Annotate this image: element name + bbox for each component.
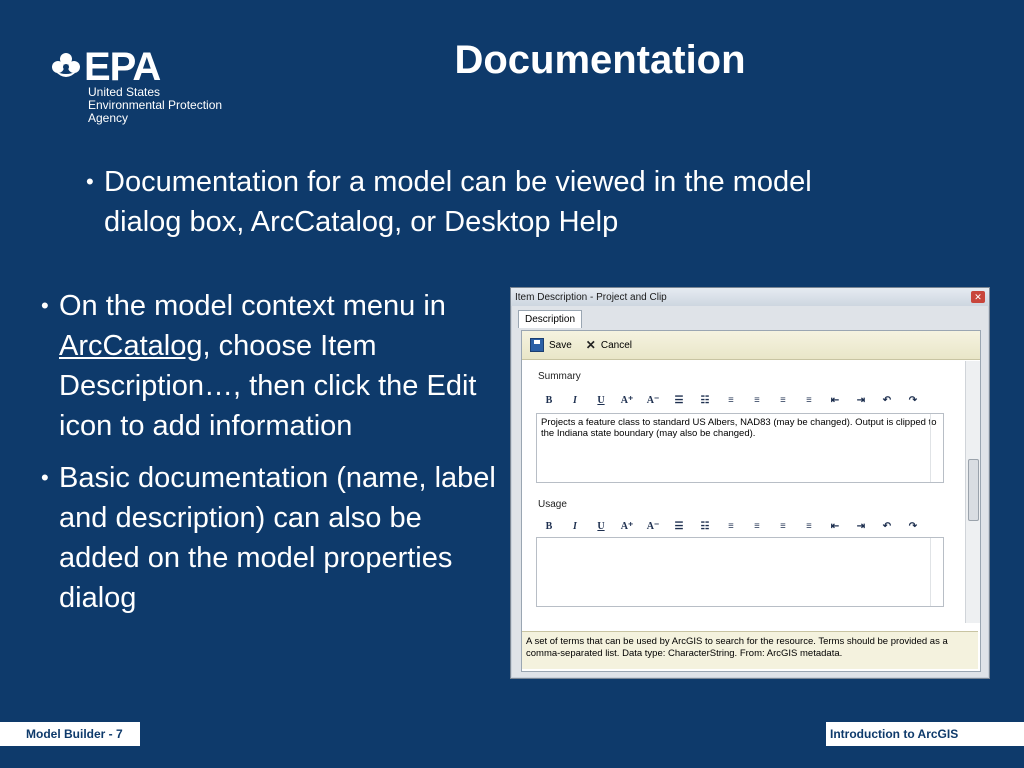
underline-button[interactable]: U (597, 394, 605, 406)
redo-button[interactable]: ↷ (908, 394, 918, 406)
bullet-dot: • (41, 293, 49, 318)
usage-format-toolbar (536, 515, 954, 537)
edit-toolbar (522, 331, 980, 360)
footer-course-title: Introduction to ArcGIS (826, 722, 1024, 746)
justify-button[interactable]: ≡ (806, 520, 812, 532)
indent-button[interactable]: ⇥ (856, 394, 866, 406)
dialog-titlebar (511, 288, 989, 306)
align-center-button[interactable]: ≡ (754, 394, 760, 406)
bullet-1: • Documentation for a model can be viewed in the model dialog box, ArcCatalog, or Desktop Help (104, 162, 884, 242)
font-shrink-button[interactable]: A⁻ (646, 394, 660, 406)
undo-button[interactable]: ↶ (882, 520, 892, 532)
summary-scrollbar[interactable] (930, 414, 943, 482)
epa-wordmark: EPA (84, 45, 161, 89)
epa-logo (50, 45, 223, 125)
bullet-dot: • (86, 169, 94, 194)
slide-title: Documentation (454, 38, 746, 82)
dialog-title: Item Description - Project and Clip (515, 291, 667, 303)
align-right-button[interactable]: ≡ (780, 520, 786, 532)
redo-button[interactable]: ↷ (908, 520, 918, 532)
bold-button[interactable]: B (545, 394, 553, 406)
undo-button[interactable]: ↶ (882, 394, 892, 406)
usage-scrollbar[interactable] (930, 538, 943, 606)
bullet-dot: • (41, 465, 49, 490)
italic-button[interactable]: I (573, 520, 577, 532)
panel-scrollbar-thumb[interactable] (968, 459, 979, 521)
bullet-2: • On the model context menu in ArcCatalog, choose Item Description…, then click the Edit icon to add information (59, 286, 499, 446)
usage-label: Usage (538, 499, 567, 510)
save-icon (530, 338, 544, 352)
align-left-button[interactable]: ≡ (728, 394, 734, 406)
summary-textbox[interactable]: Projects a feature class to standard US Albers, NAD83 (may be changed). Output is clipped to the Indiana state boundary (may also be changed). (536, 413, 944, 483)
summary-format-toolbar (536, 389, 954, 411)
italic-button[interactable]: I (573, 394, 577, 406)
save-button[interactable]: Save (530, 338, 572, 352)
numbered-list-button[interactable]: ☷ (700, 394, 710, 406)
panel-scrollbar[interactable] (965, 361, 980, 623)
usage-textbox[interactable] (536, 537, 944, 607)
align-center-button[interactable]: ≡ (754, 520, 760, 532)
align-left-button[interactable]: ≡ (728, 520, 734, 532)
outdent-button[interactable]: ⇤ (830, 394, 840, 406)
bold-button[interactable]: B (545, 520, 553, 532)
font-grow-button[interactable]: A⁺ (620, 520, 634, 532)
align-right-button[interactable]: ≡ (780, 394, 786, 406)
close-icon[interactable]: ✕ (971, 291, 985, 303)
tab-description[interactable]: Description (518, 310, 582, 328)
justify-button[interactable]: ≡ (806, 394, 812, 406)
font-grow-button[interactable]: A⁺ (620, 394, 634, 406)
cancel-icon: ✕ (585, 338, 596, 352)
help-text-box: A set of terms that can be used by ArcGIS to search for the resource. Terms should be provided as a comma-separated list. Data type: CharacterString. From: ArcGIS metadata. (522, 631, 978, 669)
epa-subtitle: United States Environmental Protection Agency (88, 85, 223, 125)
tab-row (511, 306, 989, 326)
bullet-list-button[interactable]: ☰ (674, 394, 684, 406)
epa-flower-icon (50, 51, 82, 83)
outdent-button[interactable]: ⇤ (830, 520, 840, 532)
footer-slide-number: Model Builder - 7 (0, 722, 140, 746)
underline-button[interactable]: U (597, 520, 605, 532)
item-description-dialog (510, 287, 990, 679)
cancel-button[interactable]: ✕ Cancel (585, 338, 632, 352)
summary-label: Summary (538, 371, 581, 382)
arccatalog-link[interactable]: ArcCatalog (59, 330, 203, 362)
indent-button[interactable]: ⇥ (856, 520, 866, 532)
description-panel (521, 330, 981, 672)
bullet-list-button[interactable]: ☰ (674, 520, 684, 532)
bullet-3: • Basic documentation (name, label and description) can also be added on the model properties dialog (59, 458, 499, 618)
font-shrink-button[interactable]: A⁻ (646, 520, 660, 532)
numbered-list-button[interactable]: ☷ (700, 520, 710, 532)
